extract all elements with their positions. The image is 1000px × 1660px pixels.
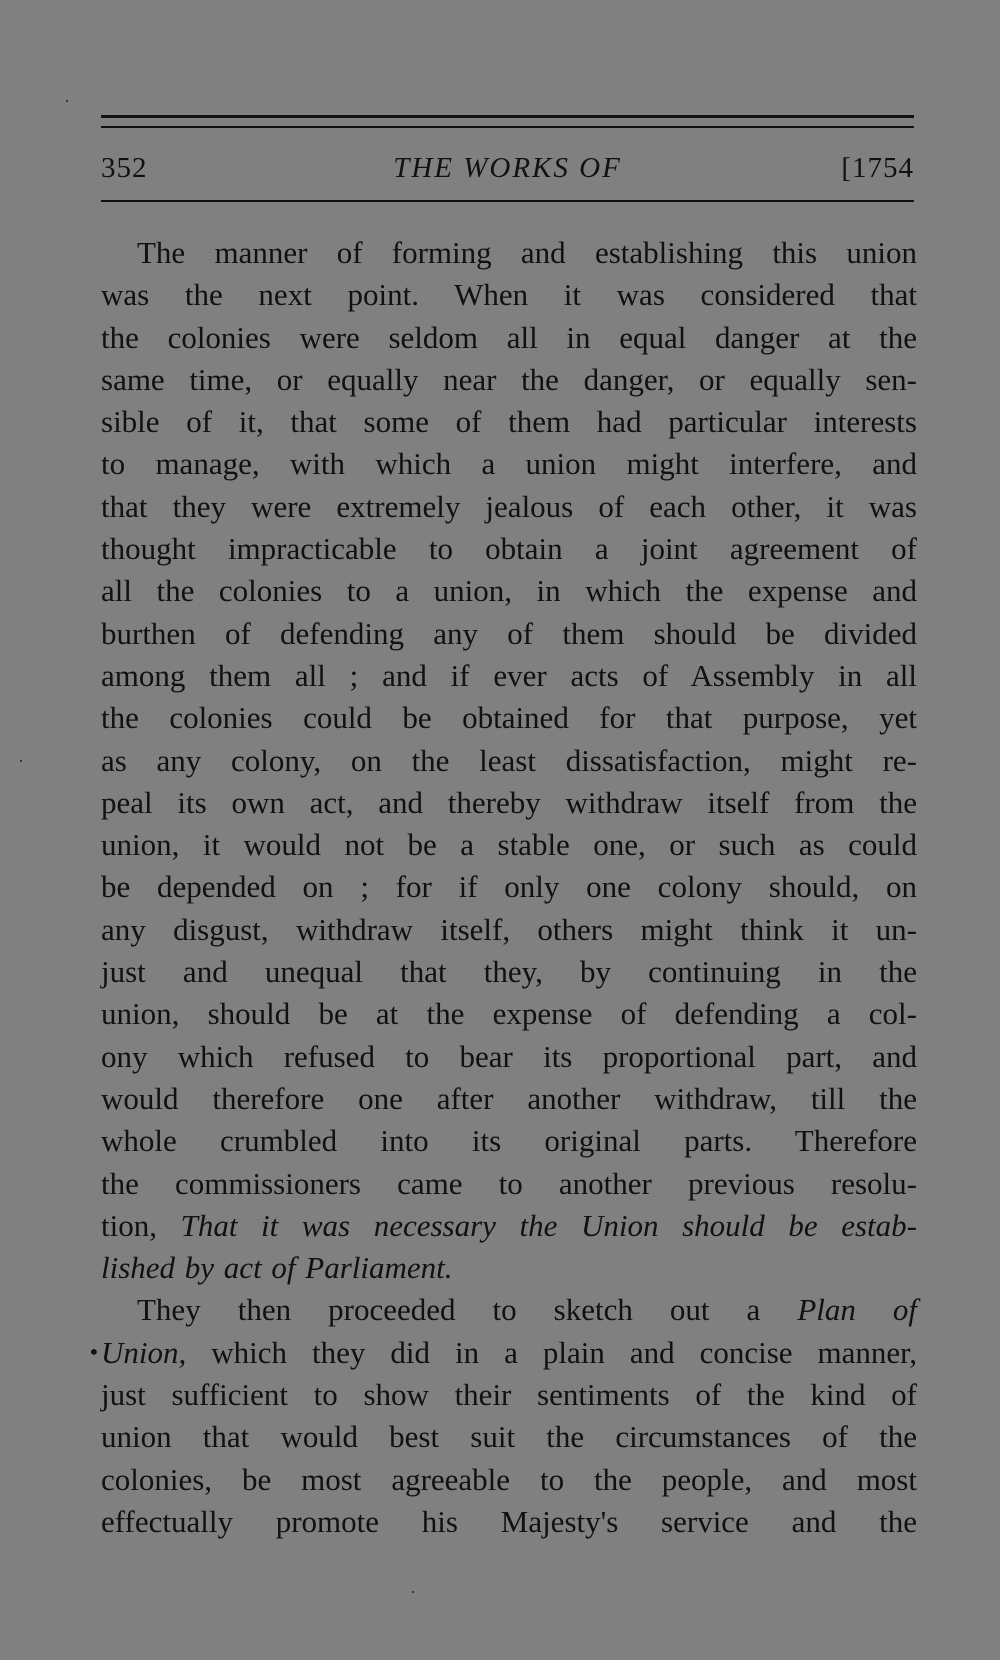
text-line: the colonies were seldom all in equal danger at the: [101, 319, 917, 355]
text-line-italic: [101, 1247, 917, 1289]
text-line: that they were extremely jealous of each other, it was: [101, 488, 917, 524]
body-text: [101, 232, 917, 1543]
text-line: peal its own act, and thereby withdraw itself from the: [101, 784, 917, 820]
top-rule-thick: [101, 115, 914, 118]
text-line: was the next point. When it was considered that: [101, 277, 917, 313]
text-line: union that would best suit the circumstances of the: [101, 1419, 917, 1455]
scan-speck: [412, 1591, 414, 1593]
text-line: effectually promote his Majesty's service and the: [101, 1503, 917, 1539]
text-italic: That it was necessary the Union should be estab-: [180, 1207, 917, 1243]
text-roman: They then proceeded to sketch out a: [137, 1292, 798, 1328]
text-line: would therefore one after another withdraw, till the: [101, 1080, 917, 1116]
running-header: [101, 148, 914, 188]
top-rule-thin: [101, 126, 914, 128]
text-line: to manage, with which a union might interfere, and: [101, 446, 917, 482]
text-roman: which they did in a plain and concise manner,: [186, 1334, 917, 1370]
header-underline-rule: [101, 200, 914, 202]
text-line: just sufficient to show their sentiments of the kind of: [101, 1377, 917, 1413]
text-roman: tion,: [101, 1207, 181, 1243]
text-line: all the colonies to a union, in which the expense and: [101, 573, 917, 609]
text-line: the commissioners came to another previous resolu-: [101, 1165, 917, 1201]
text-italic: Plan of: [797, 1292, 918, 1328]
text-line: sible of it, that some of them had particular interests: [101, 404, 917, 440]
text-line: thought impracticable to obtain a joint agreement of: [101, 531, 917, 567]
text-line: union, should be at the expense of defending a col-: [101, 996, 917, 1032]
text-line-mixed: [101, 1205, 917, 1247]
text-italic: lished by act of Parliament.: [101, 1250, 453, 1286]
text-line: the colonies could be obtained for that purpose, yet: [101, 700, 917, 736]
text-line-mixed: [101, 1289, 917, 1331]
text-italic: Union,: [101, 1334, 187, 1370]
running-title: THE WORKS OF: [393, 152, 622, 184]
text-line: union, it would not be a stable one, or such as could: [101, 827, 917, 863]
text-line: any disgust, withdraw itself, others might think it un-: [101, 911, 917, 947]
text-line: whole crumbled into its original parts. Therefore: [101, 1123, 917, 1159]
margin-mark: •: [88, 1340, 100, 1364]
text-line: just and unequal that they, by continuing in the: [101, 954, 917, 990]
header-year: [1754: [841, 152, 914, 184]
text-line: among them all ; and if ever acts of Assembly in all: [101, 657, 917, 693]
text-line: The manner of forming and establishing this union: [137, 235, 917, 270]
text-line: same time, or equally near the danger, or equally sen-: [101, 361, 917, 397]
scan-speck: [66, 100, 68, 102]
text-line: ony which refused to bear its proportional part, and: [101, 1038, 917, 1074]
text-line: as any colony, on the least dissatisfaction, might re-: [101, 742, 917, 778]
text-line: burthen of defending any of them should be divided: [101, 615, 917, 651]
page-number: 352: [101, 152, 148, 184]
scan-speck: [20, 760, 22, 762]
text-line: colonies, be most agreeable to the people, and most: [101, 1461, 917, 1497]
text-line-mixed: [101, 1332, 917, 1374]
text-line: be depended on ; for if only one colony should, on: [101, 869, 917, 905]
